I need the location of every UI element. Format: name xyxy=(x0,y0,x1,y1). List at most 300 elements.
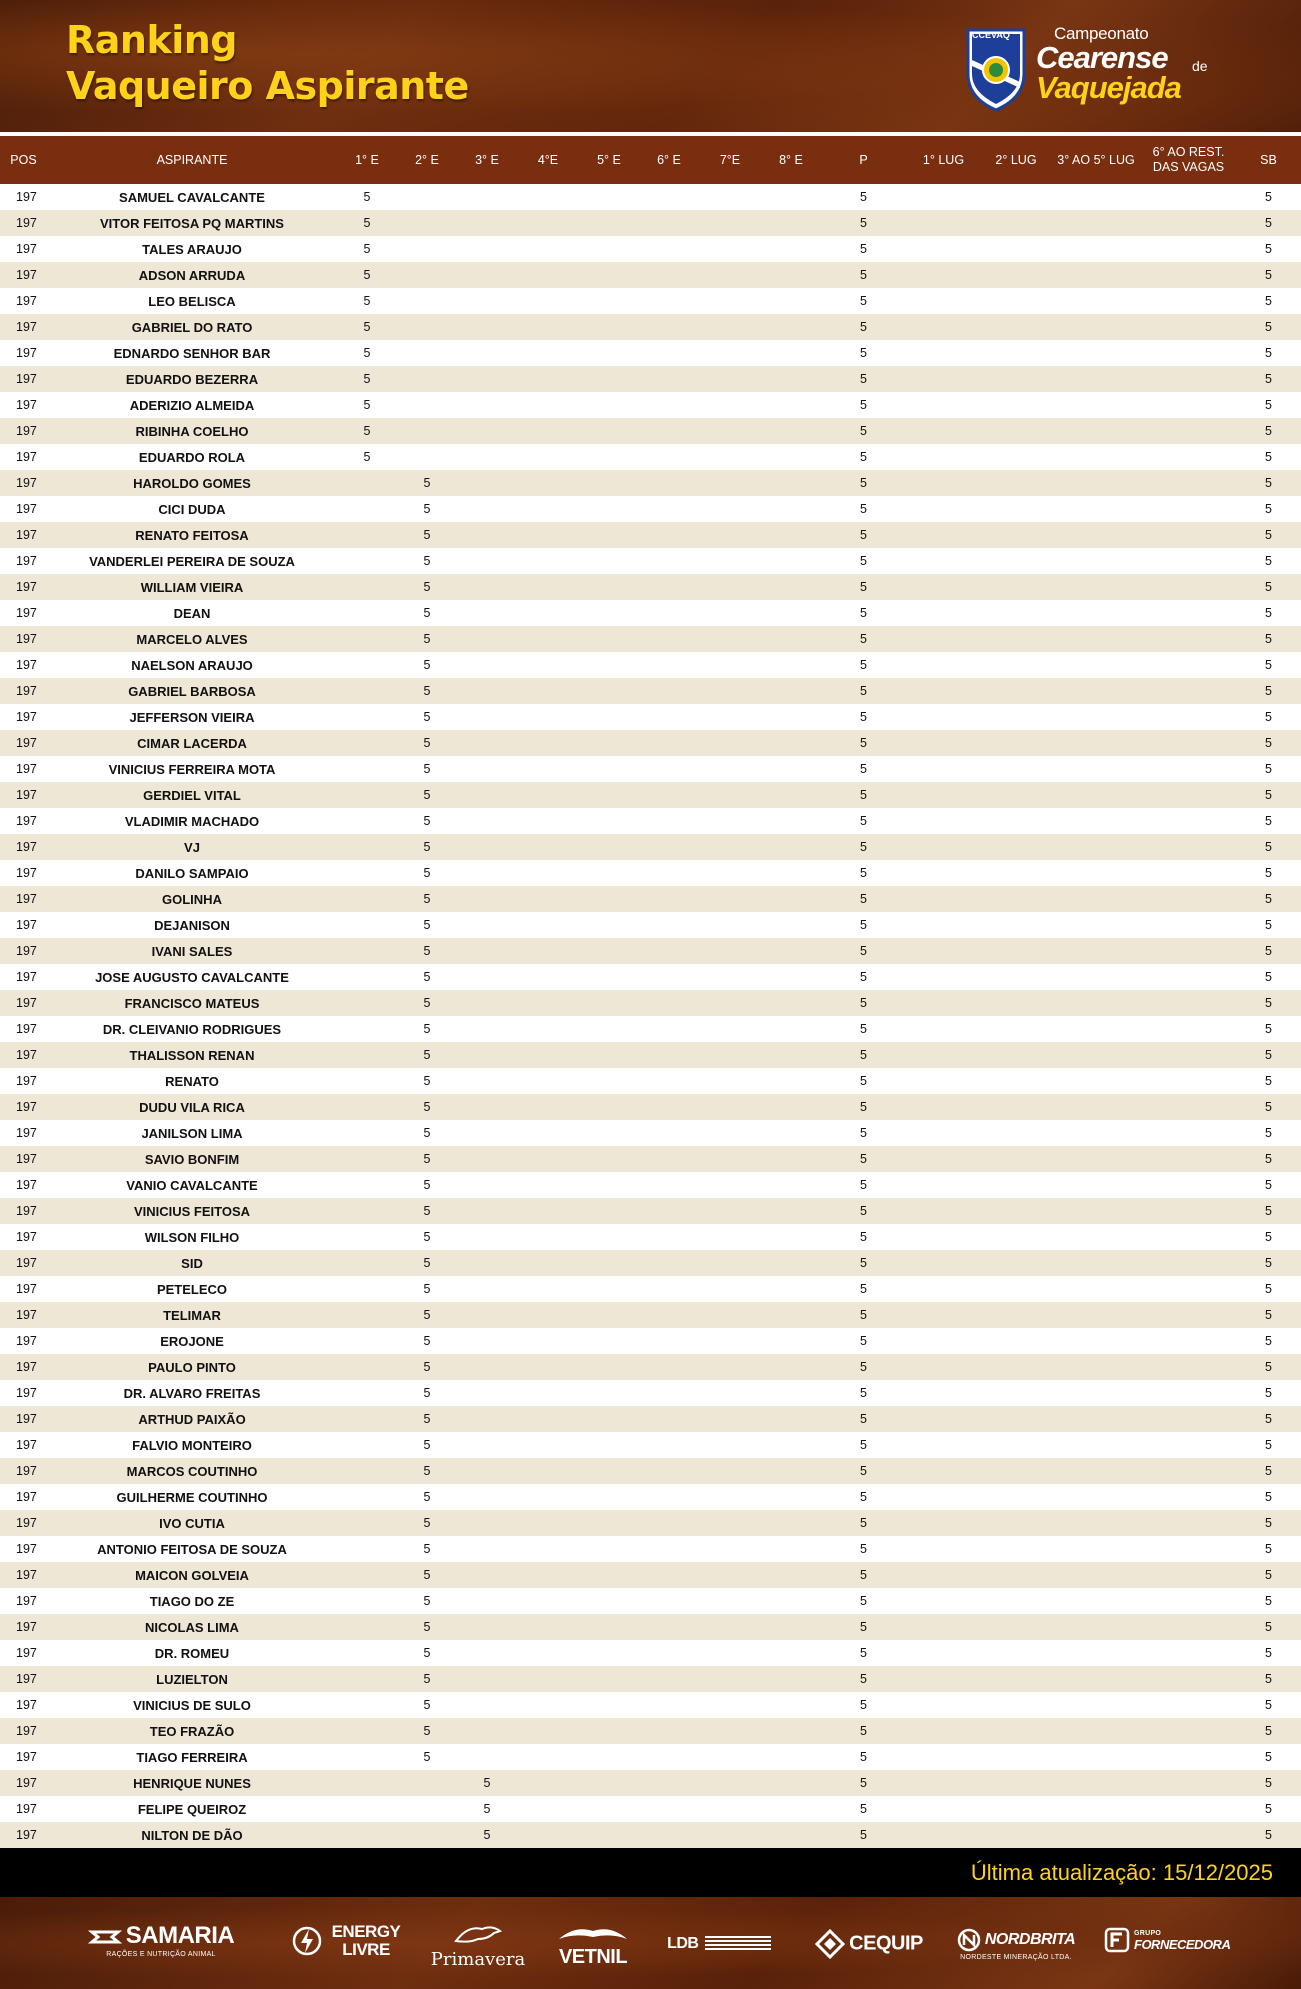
score-cell xyxy=(517,730,579,756)
score-cell xyxy=(1051,1510,1141,1536)
score-cell xyxy=(981,496,1051,522)
table-row xyxy=(0,704,1301,730)
score-cell xyxy=(517,1536,579,1562)
score-cell xyxy=(699,548,761,574)
score-cell xyxy=(981,1042,1051,1068)
score-cell xyxy=(1051,340,1141,366)
position-cell: 197 xyxy=(16,1230,37,1244)
score-cell xyxy=(517,288,579,314)
table-row xyxy=(0,1484,1301,1510)
score-cell: 5 xyxy=(860,658,867,672)
score-cell xyxy=(457,678,517,704)
score-cell xyxy=(1141,990,1236,1016)
score-cell xyxy=(1141,782,1236,808)
score-cell xyxy=(1141,548,1236,574)
score-cell xyxy=(1141,1770,1236,1796)
score-cell: 5 xyxy=(860,788,867,802)
score-cell xyxy=(981,366,1051,392)
score-cell xyxy=(579,1146,639,1172)
score-cell xyxy=(1051,912,1141,938)
score-cell: 5 xyxy=(1265,866,1272,880)
competitor-name-cell: GERDIEL VITAL xyxy=(143,787,241,803)
sponsor-name: CEQUIP xyxy=(849,1932,923,1955)
score-cell xyxy=(457,912,517,938)
score-cell: 5 xyxy=(1265,268,1272,282)
score-cell xyxy=(337,782,397,808)
horse-icon xyxy=(448,1923,508,1945)
score-cell xyxy=(906,392,981,418)
score-cell xyxy=(1141,860,1236,886)
score-cell xyxy=(906,808,981,834)
score-cell xyxy=(1051,236,1141,262)
score-cell xyxy=(639,1354,699,1380)
score-cell xyxy=(579,1666,639,1692)
score-cell xyxy=(579,1068,639,1094)
competitor-name-cell: WILSON FILHO xyxy=(144,1229,240,1245)
position-cell: 197 xyxy=(16,1490,37,1504)
score-cell xyxy=(1051,756,1141,782)
score-cell xyxy=(579,1770,639,1796)
score-cell xyxy=(906,1458,981,1484)
competitor-name-cell: NILTON DE DÃO xyxy=(141,1827,243,1843)
score-cell xyxy=(1051,1094,1141,1120)
score-cell xyxy=(981,1380,1051,1406)
table-row xyxy=(0,444,1301,470)
competitor-name-cell: DR. ALVARO FREITAS xyxy=(123,1385,261,1401)
score-cell xyxy=(337,860,397,886)
score-cell: 5 xyxy=(423,1490,431,1504)
championship-logo xyxy=(964,24,1264,116)
sponsor-name: SAMARIA xyxy=(125,1922,235,1949)
score-cell xyxy=(761,730,821,756)
score-cell xyxy=(1051,1744,1141,1770)
score-cell xyxy=(981,522,1051,548)
score-cell xyxy=(579,1614,639,1640)
score-cell xyxy=(457,1094,517,1120)
score-cell xyxy=(457,1302,517,1328)
score-cell xyxy=(337,1718,397,1744)
score-cell xyxy=(457,756,517,782)
score-cell xyxy=(761,600,821,626)
score-cell xyxy=(699,782,761,808)
score-cell xyxy=(1141,1458,1236,1484)
score-cell xyxy=(579,1718,639,1744)
score-cell xyxy=(337,1354,397,1380)
score-cell xyxy=(517,938,579,964)
score-cell xyxy=(337,1510,397,1536)
score-cell xyxy=(1141,1354,1236,1380)
score-cell xyxy=(579,548,639,574)
score-cell: 5 xyxy=(860,1256,867,1270)
score-cell: 5 xyxy=(423,1646,431,1660)
score-cell xyxy=(337,1328,397,1354)
score-cell xyxy=(761,1146,821,1172)
table-row xyxy=(0,340,1301,366)
score-cell xyxy=(337,1068,397,1094)
table-body xyxy=(0,184,1301,1848)
table-row xyxy=(0,678,1301,704)
score-cell xyxy=(1051,418,1141,444)
score-cell xyxy=(517,1120,579,1146)
score-cell xyxy=(457,1744,517,1770)
sponsor-sub: GRUPO xyxy=(1134,1929,1162,1937)
competitor-name-cell: EDUARDO ROLA xyxy=(138,449,246,465)
position-cell: 197 xyxy=(16,710,37,724)
score-cell xyxy=(457,1042,517,1068)
score-cell xyxy=(981,886,1051,912)
score-cell: 5 xyxy=(860,1126,867,1140)
score-cell: 5 xyxy=(423,1568,431,1582)
position-cell: 197 xyxy=(16,1412,37,1426)
score-cell: 5 xyxy=(423,1126,431,1140)
column-header: 6° E xyxy=(657,152,681,167)
score-cell xyxy=(337,1614,397,1640)
score-cell xyxy=(579,1276,639,1302)
position-cell: 197 xyxy=(16,684,37,698)
score-cell: 5 xyxy=(423,1022,431,1036)
score-cell xyxy=(457,886,517,912)
score-cell xyxy=(457,574,517,600)
score-cell: 5 xyxy=(860,346,867,360)
score-cell xyxy=(517,834,579,860)
score-cell xyxy=(517,704,579,730)
position-cell: 197 xyxy=(16,1438,37,1452)
score-cell xyxy=(517,1484,579,1510)
score-cell xyxy=(761,938,821,964)
score-cell xyxy=(1141,730,1236,756)
score-cell xyxy=(699,1692,761,1718)
sponsors-footer xyxy=(0,1897,1301,1989)
score-cell xyxy=(517,626,579,652)
score-cell xyxy=(699,1588,761,1614)
bull-icon xyxy=(555,1923,631,1941)
score-cell xyxy=(1141,496,1236,522)
score-cell: 5 xyxy=(423,1542,431,1556)
position-cell: 197 xyxy=(16,1620,37,1634)
score-cell xyxy=(1141,834,1236,860)
table-row xyxy=(0,1172,1301,1198)
score-cell xyxy=(337,1458,397,1484)
score-cell xyxy=(457,1640,517,1666)
score-cell xyxy=(457,704,517,730)
table-row xyxy=(0,366,1301,392)
competitor-name-cell: TIAGO FERREIRA xyxy=(136,1749,248,1765)
score-cell xyxy=(639,1276,699,1302)
score-cell xyxy=(337,1198,397,1224)
score-cell xyxy=(761,1432,821,1458)
score-cell xyxy=(517,444,579,470)
table-row xyxy=(0,964,1301,990)
score-cell xyxy=(457,1588,517,1614)
score-cell: 5 xyxy=(860,372,867,386)
table-row xyxy=(0,1354,1301,1380)
score-cell xyxy=(981,704,1051,730)
competitor-name-cell: IVO CUTIA xyxy=(159,1515,225,1531)
score-cell xyxy=(639,1744,699,1770)
score-cell xyxy=(699,470,761,496)
score-cell xyxy=(457,288,517,314)
score-cell xyxy=(517,1666,579,1692)
score-cell xyxy=(517,392,579,418)
competitor-name-cell: ADSON ARRUDA xyxy=(138,267,246,283)
ldb-icon xyxy=(703,1935,773,1953)
score-cell xyxy=(699,1068,761,1094)
score-cell xyxy=(517,990,579,1016)
score-cell xyxy=(579,1328,639,1354)
score-cell xyxy=(337,678,397,704)
page-header xyxy=(0,0,1301,132)
score-cell: 5 xyxy=(1265,684,1272,698)
score-cell xyxy=(639,340,699,366)
score-cell xyxy=(699,1276,761,1302)
score-cell xyxy=(699,262,761,288)
score-cell xyxy=(457,626,517,652)
score-cell xyxy=(579,1796,639,1822)
score-cell xyxy=(699,730,761,756)
column-header: 5° E xyxy=(597,152,621,167)
score-cell xyxy=(579,418,639,444)
score-cell: 5 xyxy=(1265,216,1272,230)
score-cell xyxy=(517,340,579,366)
score-cell xyxy=(761,496,821,522)
table-row xyxy=(0,1744,1301,1770)
score-cell: 5 xyxy=(860,1542,867,1556)
position-cell: 197 xyxy=(16,372,37,386)
score-cell xyxy=(337,808,397,834)
score-cell: 5 xyxy=(1265,1334,1272,1348)
score-cell xyxy=(761,236,821,262)
score-cell xyxy=(517,1458,579,1484)
score-cell: 5 xyxy=(1265,1074,1272,1088)
score-cell xyxy=(761,1484,821,1510)
score-cell: 5 xyxy=(363,268,371,282)
table-row xyxy=(0,730,1301,756)
score-cell: 5 xyxy=(860,1334,867,1348)
score-cell xyxy=(639,652,699,678)
score-cell xyxy=(517,496,579,522)
score-cell xyxy=(639,1250,699,1276)
score-cell xyxy=(906,574,981,600)
score-cell xyxy=(457,600,517,626)
score-cell xyxy=(337,834,397,860)
score-cell xyxy=(699,938,761,964)
position-cell: 197 xyxy=(16,216,37,230)
score-cell xyxy=(639,210,699,236)
position-cell: 197 xyxy=(16,320,37,334)
score-cell xyxy=(639,990,699,1016)
score-cell xyxy=(457,262,517,288)
score-cell: 5 xyxy=(363,398,371,412)
score-cell xyxy=(1051,262,1141,288)
competitor-name-cell: DR. CLEIVANIO RODRIGUES xyxy=(102,1021,282,1037)
score-cell: 5 xyxy=(860,1568,867,1582)
score-cell xyxy=(1051,1354,1141,1380)
score-cell: 5 xyxy=(423,1412,431,1426)
score-cell: 5 xyxy=(363,294,371,308)
table-row xyxy=(0,600,1301,626)
score-cell xyxy=(639,1068,699,1094)
score-cell xyxy=(579,1458,639,1484)
score-cell xyxy=(906,184,981,210)
position-cell: 197 xyxy=(16,1542,37,1556)
score-cell xyxy=(906,236,981,262)
position-cell: 197 xyxy=(16,1256,37,1270)
score-cell xyxy=(1051,834,1141,860)
score-cell xyxy=(1051,1588,1141,1614)
score-cell xyxy=(761,1614,821,1640)
score-cell: 5 xyxy=(1265,1386,1272,1400)
sponsor-primavera xyxy=(428,1923,528,1969)
score-cell xyxy=(337,1120,397,1146)
score-cell xyxy=(699,1250,761,1276)
column-header: 3° E xyxy=(475,152,499,167)
score-cell xyxy=(699,600,761,626)
score-cell: 5 xyxy=(423,1256,431,1270)
score-cell xyxy=(397,366,457,392)
score-cell xyxy=(517,1692,579,1718)
competitor-name-cell: EDNARDO SENHOR BAR xyxy=(113,345,271,361)
competitor-name-cell: GUILHERME COUTINHO xyxy=(116,1489,268,1505)
table-row xyxy=(0,1120,1301,1146)
score-cell xyxy=(981,1718,1051,1744)
score-cell xyxy=(906,1146,981,1172)
score-cell xyxy=(699,834,761,860)
score-cell xyxy=(337,1744,397,1770)
table-row xyxy=(0,1302,1301,1328)
table-row xyxy=(0,1250,1301,1276)
score-cell xyxy=(699,1770,761,1796)
score-cell xyxy=(1051,1666,1141,1692)
score-cell xyxy=(639,1120,699,1146)
score-cell xyxy=(457,392,517,418)
score-cell xyxy=(639,678,699,704)
score-cell xyxy=(517,678,579,704)
table-row xyxy=(0,1796,1301,1822)
score-cell xyxy=(906,1380,981,1406)
score-cell xyxy=(761,1640,821,1666)
score-cell xyxy=(981,964,1051,990)
score-cell xyxy=(906,860,981,886)
score-cell xyxy=(906,1042,981,1068)
score-cell xyxy=(517,1588,579,1614)
score-cell: 5 xyxy=(423,1698,431,1712)
score-cell xyxy=(1141,1380,1236,1406)
sponsor-energy-livre xyxy=(284,1923,414,1969)
score-cell xyxy=(639,1224,699,1250)
score-cell: 5 xyxy=(1265,450,1272,464)
score-cell xyxy=(699,1016,761,1042)
score-cell xyxy=(579,808,639,834)
score-cell xyxy=(517,418,579,444)
score-cell xyxy=(699,1094,761,1120)
score-cell xyxy=(579,444,639,470)
score-cell xyxy=(1141,808,1236,834)
position-cell: 197 xyxy=(16,1386,37,1400)
score-cell xyxy=(981,834,1051,860)
score-cell: 5 xyxy=(1265,476,1272,490)
score-cell: 5 xyxy=(860,1282,867,1296)
score-cell xyxy=(639,574,699,600)
score-cell xyxy=(906,1640,981,1666)
score-cell: 5 xyxy=(1265,1100,1272,1114)
score-cell xyxy=(639,1302,699,1328)
score-cell xyxy=(761,340,821,366)
score-cell: 5 xyxy=(1265,1438,1272,1452)
score-cell xyxy=(761,1458,821,1484)
score-cell xyxy=(699,1510,761,1536)
score-cell xyxy=(906,990,981,1016)
score-cell xyxy=(1051,444,1141,470)
position-cell: 197 xyxy=(16,1516,37,1530)
score-cell xyxy=(639,1614,699,1640)
competitor-name-cell: GOLINHA xyxy=(162,891,222,907)
score-cell xyxy=(457,314,517,340)
score-cell xyxy=(579,860,639,886)
score-cell xyxy=(517,1822,579,1848)
score-cell xyxy=(579,1562,639,1588)
score-cell xyxy=(699,1380,761,1406)
score-cell xyxy=(337,730,397,756)
score-cell xyxy=(579,1198,639,1224)
competitor-name-cell: FRANCISCO MATEUS xyxy=(124,995,260,1011)
score-cell xyxy=(761,678,821,704)
score-cell xyxy=(981,1640,1051,1666)
score-cell: 5 xyxy=(1265,970,1272,984)
score-cell xyxy=(639,548,699,574)
score-cell: 5 xyxy=(860,840,867,854)
score-cell xyxy=(639,1588,699,1614)
score-cell: 5 xyxy=(860,268,867,282)
score-cell xyxy=(1051,600,1141,626)
score-cell xyxy=(337,1094,397,1120)
score-cell xyxy=(517,470,579,496)
sponsor-sub: RAÇÕES E NUTRIÇÃO ANIMAL xyxy=(106,1950,216,1958)
score-cell xyxy=(1141,964,1236,990)
score-cell xyxy=(639,1484,699,1510)
competitor-name-cell: DANILO SAMPAIO xyxy=(135,865,249,881)
last-update-text: Última atualização: 15/12/2025 xyxy=(970,1860,1273,1885)
score-cell xyxy=(457,1380,517,1406)
score-cell xyxy=(1051,886,1141,912)
score-cell xyxy=(981,1666,1051,1692)
score-cell xyxy=(699,496,761,522)
score-cell xyxy=(337,626,397,652)
score-cell: 5 xyxy=(423,1620,431,1634)
score-cell xyxy=(699,1666,761,1692)
score-cell xyxy=(761,522,821,548)
score-cell xyxy=(397,262,457,288)
score-cell: 5 xyxy=(1265,658,1272,672)
score-cell xyxy=(981,1692,1051,1718)
score-cell xyxy=(981,1250,1051,1276)
score-cell xyxy=(639,600,699,626)
score-cell xyxy=(639,730,699,756)
score-cell: 5 xyxy=(483,1802,491,1816)
score-cell xyxy=(457,1458,517,1484)
score-cell xyxy=(639,1510,699,1536)
score-cell xyxy=(1051,1276,1141,1302)
score-cell xyxy=(1051,1380,1141,1406)
score-cell xyxy=(1141,1250,1236,1276)
score-cell xyxy=(761,418,821,444)
position-cell: 197 xyxy=(16,1802,37,1816)
table-row xyxy=(0,1016,1301,1042)
score-cell: 5 xyxy=(1265,996,1272,1010)
score-cell xyxy=(457,1172,517,1198)
score-cell: 5 xyxy=(423,476,431,490)
score-cell xyxy=(1141,314,1236,340)
score-cell xyxy=(699,1354,761,1380)
